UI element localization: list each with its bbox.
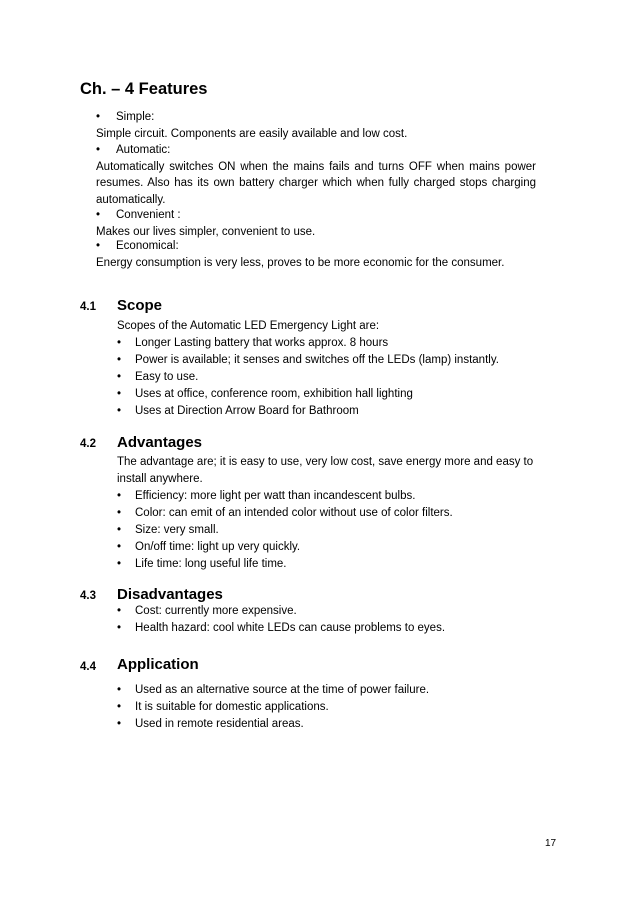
list-item: • Easy to use. [117, 369, 547, 386]
feature-item-simple [96, 109, 536, 142]
section-body-scope [117, 318, 547, 420]
bullet-icon: • [117, 507, 122, 519]
bullet-icon: • [117, 701, 122, 713]
bullet-icon: • [117, 718, 122, 730]
list-item: • On/off time: light up very quickly. [117, 539, 547, 556]
bullet-icon: • [117, 388, 122, 400]
bullet-icon: • [117, 490, 122, 502]
list-item: • It is suitable for domestic applications. [117, 699, 547, 716]
list-item: • Cost: currently more expensive. [117, 603, 547, 620]
bullet-icon: • [117, 558, 122, 570]
feature-label: Convenient : [116, 209, 181, 221]
bullet-icon: • [96, 209, 101, 221]
section-body-application [117, 682, 547, 733]
feature-label: Economical: [116, 240, 179, 252]
feature-description: Automatically switches ON when the mains fails and turns OFF when mains power resumes. Also has its own battery charger which when fully charged stops charging automatically. [96, 160, 536, 206]
feature-description: Makes our lives simpler, convenient to use. [96, 225, 316, 238]
bullet-icon: • [117, 541, 122, 553]
list-item: • Health hazard: cool white LEDs can cause problems to eyes. [117, 620, 547, 637]
section-title-disadvantages: Disadvantages [117, 586, 223, 603]
bullet-icon: • [96, 144, 101, 156]
section-number: 4.3 [80, 590, 96, 602]
feature-item-economical [96, 238, 536, 271]
bullet-icon: • [117, 622, 122, 634]
bullet-icon: • [117, 405, 122, 417]
list-item: • Power is available; it senses and switches off the LEDs (lamp) instantly. [117, 352, 547, 369]
feature-item-automatic [96, 142, 536, 208]
list-item: • Size: very small. [117, 522, 547, 539]
bullet-icon: • [117, 337, 122, 349]
list-item: • Color: can emit of an intended color without use of color filters. [117, 505, 547, 522]
feature-description: Simple circuit. Components are easily available and low cost. [96, 127, 408, 140]
bullet-icon: • [117, 524, 122, 536]
bullet-icon: • [117, 371, 122, 383]
section-intro: Scopes of the Automatic LED Emergency Light are: [117, 320, 380, 332]
section-title-scope: Scope [117, 297, 163, 314]
feature-item-convenient [96, 207, 536, 240]
page-number: 17 [545, 838, 557, 849]
section-number: 4.2 [80, 438, 96, 450]
section-intro: The advantage are; it is easy to use, very low cost, save energy more and easy to install anywhere. [117, 456, 534, 485]
feature-label: Automatic: [116, 144, 171, 156]
list-item: • Used in remote residential areas. [117, 716, 547, 733]
list-item: • Longer Lasting battery that works approx. 8 hours [117, 335, 547, 352]
feature-description: Energy consumption is very less, proves to be more economic for the consumer. [96, 256, 505, 269]
section-number: 4.1 [80, 301, 96, 313]
section-body-advantages [117, 454, 547, 573]
bullet-icon: • [117, 605, 122, 617]
list-item: • Uses at Direction Arrow Board for Bathroom [117, 403, 547, 420]
bullet-icon: • [96, 111, 101, 123]
bullet-list [117, 603, 547, 637]
chapter-title: Ch. – 4 Features [80, 80, 208, 98]
bullet-list [117, 335, 547, 420]
bullet-icon: • [96, 240, 101, 252]
section-body-disadvantages [117, 603, 547, 637]
section-title-advantages: Advantages [117, 434, 203, 451]
bullet-icon: • [117, 684, 122, 696]
list-item: • Used as an alternative source at the time of power failure. [117, 682, 547, 699]
bullet-icon: • [117, 354, 122, 366]
list-item: • Uses at office, conference room, exhibition hall lighting [117, 386, 547, 403]
bullet-list [117, 682, 547, 733]
list-item: • Life time: long useful life time. [117, 556, 547, 573]
bullet-list [117, 488, 547, 573]
list-item: • Efficiency: more light per watt than incandescent bulbs. [117, 488, 547, 505]
feature-label: Simple: [116, 111, 155, 123]
section-number: 4.4 [80, 661, 96, 673]
section-title-application: Application [117, 656, 199, 673]
